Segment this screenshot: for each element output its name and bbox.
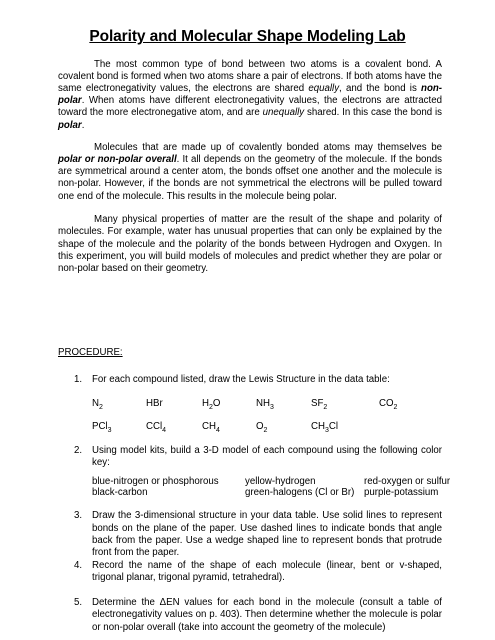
compound-formula <box>92 398 103 409</box>
formula-subscript: 2 <box>263 426 268 434</box>
formula-base: PCl <box>92 420 108 432</box>
intro-p1-text-e: . <box>81 119 85 131</box>
color-key-entry: red-oxygen or sulfur <box>364 475 451 487</box>
formula-base: NH <box>256 397 270 409</box>
compound-formula <box>311 398 327 409</box>
compound-formula <box>256 398 274 409</box>
step-number: 5. <box>74 597 83 609</box>
formula-base: CH <box>202 420 216 432</box>
formula-subscript: 4 <box>162 426 167 434</box>
step-text: Using model kits, build a 3-D model of each compound using the following color key: <box>92 444 442 468</box>
formula-base: H <box>202 397 209 409</box>
formula-subscript: 4 <box>216 426 220 434</box>
formula-subscript: 3 <box>270 403 274 411</box>
formula-base: CCl <box>146 420 163 432</box>
compound-formula <box>92 421 112 432</box>
formula-base: N <box>92 397 99 409</box>
formula-tail: O <box>212 397 221 409</box>
formula-subscript: 3 <box>325 426 329 434</box>
formula-tail: Cl <box>328 420 339 432</box>
color-key-entry: green-halogens (Cl or Br) <box>245 486 355 498</box>
compound-formula <box>202 398 220 409</box>
compound-formula <box>311 421 338 432</box>
color-key-entry: purple-potassium <box>364 486 439 498</box>
formula-subscript: 2 <box>323 403 328 411</box>
step-number: 3. <box>74 510 83 522</box>
procedure-heading: PROCEDURE: <box>58 346 123 358</box>
intro-p3-text: Many physical properties of matter are the result of the shape and polarity of molecules. For example, water has unusual properties that can only be explained by the shape of the molecule and the polarity of the bonds between Hydrogen and Oxygen. In this experiment, you will build models of molecules and predict whether they are polar or non-polar based on their geometry. <box>58 214 442 274</box>
intro-paragraph-physical-properties <box>58 214 442 275</box>
formula-base: CO <box>379 397 394 409</box>
compound-row-2 <box>92 421 432 435</box>
formula-base: O <box>256 420 264 432</box>
step-text: Record the name of the shape of each molecule (linear, bent or v-shaped, trigonal planar, trigonal pyramid, tetrahedral). <box>92 559 442 583</box>
formula-base: CH <box>311 420 325 432</box>
formula-base: HBr <box>146 397 163 409</box>
intro-paragraph-covalent-bonds <box>58 59 442 132</box>
intro-p1-text-d: shared. In this case the bond is <box>304 107 442 119</box>
step-text: For each compound listed, draw the Lewis Structure in the data table: <box>92 374 390 386</box>
step-text: Draw the 3-dimensional structure in your data table. Use solid lines to represent bonds on the plane of the paper. Use dashed lines to indicate bonds that angle back from the paper. Use a wedge shaped line to represent bonds that protrude front from the paper. <box>92 510 442 558</box>
intro-paragraph-molecule-polarity <box>58 142 442 203</box>
intro-p2-text-a: Molecules that are made up of covalently bonded atoms may themselves be <box>94 141 442 153</box>
color-key-entry: yellow-hydrogen <box>245 475 316 487</box>
formula-subscript: 2 <box>393 403 398 411</box>
page-title: Polarity and Molecular Shape Modeling Lab <box>89 28 406 45</box>
intro-p1-text-c: . When atoms have different electronegativity values, the electrons are attracted toward the more electronegative atom, and are <box>58 95 442 119</box>
formula-subscript: 2 <box>99 403 103 411</box>
intro-p2-emph-overall: polar or non-polar overall <box>58 154 177 166</box>
intro-p2-text-b: . It all depends on the geometry of the molecule. If the bonds are symmetrical around a center atom, the bonds offset one another and the molecule is non-polar. However, if the bonds are not symmetrical the electrons will be pulled toward one end of the molecule. This results in the molecule being polar. <box>58 154 442 202</box>
compound-formula <box>146 421 166 432</box>
color-key-entry: black-carbon <box>92 486 148 498</box>
compound-formula <box>379 398 397 409</box>
intro-p1-emph-unequally: unequally <box>262 107 305 119</box>
step-text: Determine the ΔEN values for each bond in the molecule (consult a table of electronegativity values on p. 403). Then determine whether the molecule is polar or non-polar overall (take into account the geometry of the molecule) <box>92 597 442 633</box>
intro-p1-emph-polar: polar <box>58 119 82 131</box>
step-number: 4. <box>74 559 83 571</box>
intro-p1-text-b: , and the bond is <box>339 83 422 95</box>
intro-p1-text-a: The most common type of bond between two atoms is a covalent bond. A covalent bond is formed when two atoms share a pair of electrons. If both atoms have the same electronegativity values, the electrons are shared <box>58 58 442 95</box>
intro-p1-emph-equally: equally <box>308 83 340 95</box>
intro-p1-emph-non-polar: non-polar <box>58 83 443 107</box>
compound-formula <box>202 421 220 432</box>
compound-formula <box>146 398 163 409</box>
formula-subscript: 3 <box>107 426 112 434</box>
color-key-entry: blue-nitrogen or phosphorous <box>92 475 219 487</box>
step-number: 2. <box>74 444 83 456</box>
formula-base: SF <box>311 397 324 409</box>
formula-subscript: 2 <box>209 403 213 411</box>
step-number: 1. <box>74 374 83 386</box>
compound-formula <box>256 421 267 432</box>
compound-row-1 <box>92 398 432 412</box>
